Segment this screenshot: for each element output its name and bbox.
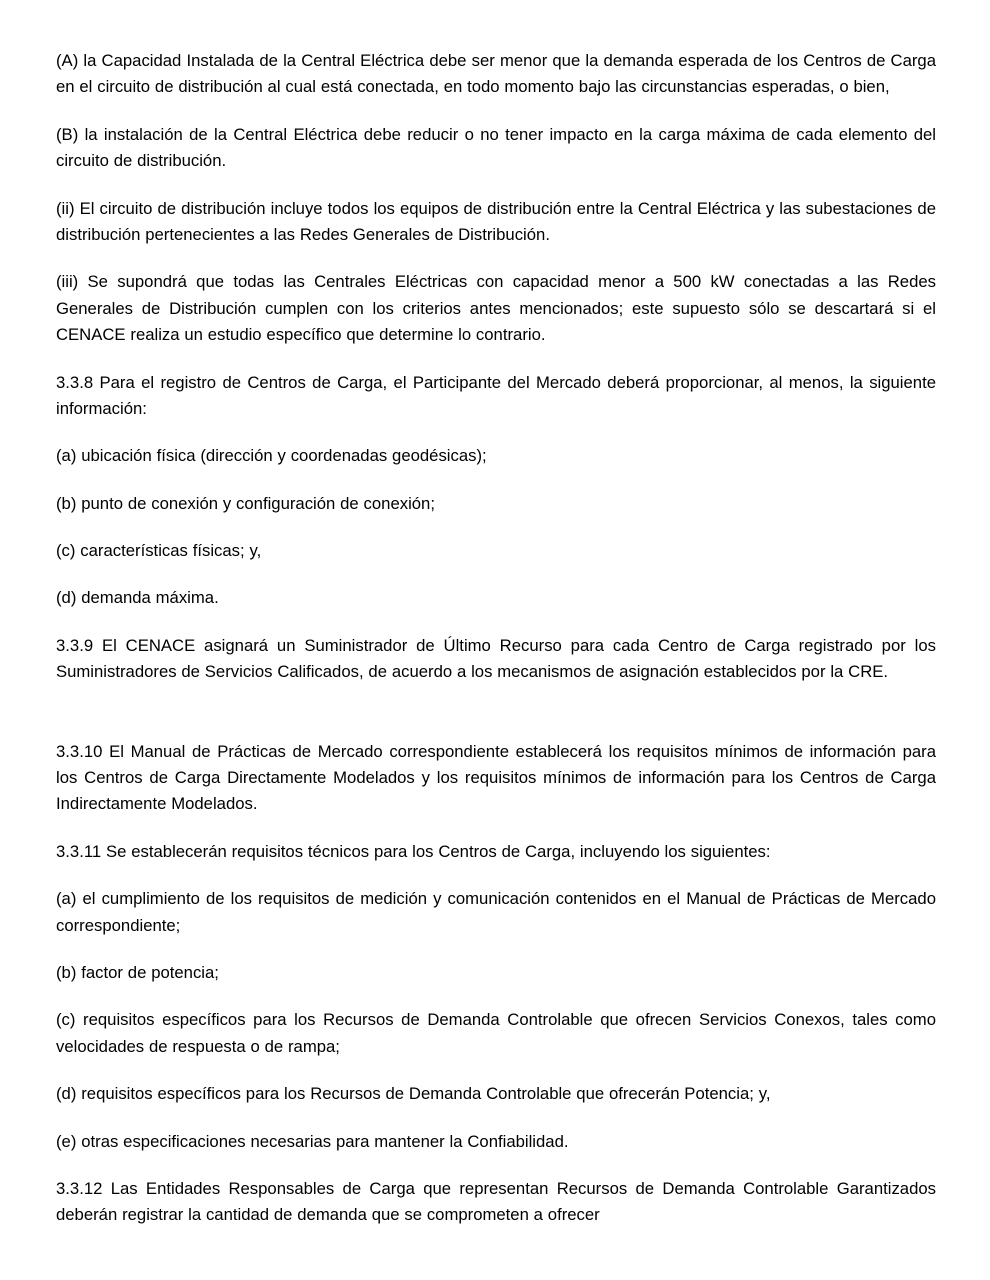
paragraph-clause-B: (B) la instalación de la Central Eléctrica debe reducir o no tener impacto en la carga máxima de cada elemento del circuito de distribución. bbox=[56, 124, 936, 171]
paragraph-section-3-3-12: 3.3.12 Las Entidades Responsables de Carga que representan Recursos de Demanda Controlable Garantizados deberán registrar la cantidad de demanda que se comprometen a ofrecer bbox=[56, 1178, 936, 1225]
paragraph-section-3-3-10: 3.3.10 El Manual de Prácticas de Mercado correspondiente establecerá los requisitos mínimos de información para los Centros de Carga Directamente Modelados y los requisitos mínimos de información para los Centros de Carga Indirectamente Modelados. bbox=[56, 741, 936, 814]
paragraph-section-3-3-11: 3.3.11 Se establecerán requisitos técnicos para los Centros de Carga, incluyendo los siguientes: bbox=[56, 841, 771, 861]
paragraph-3-3-11-item-e: (e) otras especificaciones necesarias para mantener la Confiabilidad. bbox=[56, 1131, 569, 1151]
paragraph-section-3-3-8: 3.3.8 Para el registro de Centros de Carga, el Participante del Mercado deberá proporcionar, al menos, la siguiente información: bbox=[56, 372, 936, 418]
paragraph-3-3-11-item-c: (c) requisitos específicos para los Recursos de Demanda Controlable que ofrecen Servicios Conexos, tales como velocidades de respuesta o de rampa; bbox=[56, 1010, 936, 1056]
paragraph-3-3-8-item-c: (c) características físicas; y, bbox=[56, 541, 262, 561]
paragraph-3-3-11-item-a: (a) el cumplimiento de los requisitos de medición y comunicación contenidos en el Manual de Prácticas de Mercado correspondiente; bbox=[56, 889, 936, 935]
document-text-column bbox=[56, 48, 936, 1229]
paragraph-3-3-8-item-a: (a) ubicación física (dirección y coordenadas geodésicas); bbox=[56, 446, 487, 466]
paragraph-3-3-11-item-b: (b) factor de potencia; bbox=[56, 962, 219, 982]
paragraph-clause-iii: (iii) Se supondrá que todas las Centrales Eléctricas con capacidad menor a 500 kW conectadas a las Redes Generales de Distribución cumplen con los criterios antes mencionados; este supuesto sólo se descartará si el CENACE realiza un estudio específico que determine lo contrario. bbox=[56, 272, 936, 345]
section-spacer bbox=[56, 707, 936, 739]
paragraph-clause-A: (A) la Capacidad Instalada de la Central Eléctrica debe ser menor que la demanda esperada de los Centros de Carga en el circuito de distribución al cual está conectada, en todo momento bajo las circunstancias esperadas, o bien, bbox=[56, 51, 936, 97]
paragraph-3-3-8-item-b: (b) punto de conexión y configuración de conexión; bbox=[56, 493, 435, 513]
paragraph-3-3-8-item-d: (d) demanda máxima. bbox=[56, 588, 219, 608]
paragraph-clause-ii: (ii) El circuito de distribución incluye todos los equipos de distribución entre la Central Eléctrica y las subestaciones de distribución pertenecientes a las Redes Generales de Distribución. bbox=[56, 198, 936, 244]
paragraph-section-3-3-9: 3.3.9 El CENACE asignará un Suministrador de Último Recurso para cada Centro de Carga registrado por los Suministradores de Servicios Calificados, de acuerdo a los mecanismos de asignación establecidos por la CRE. bbox=[56, 635, 936, 682]
paragraph-3-3-11-item-d: (d) requisitos específicos para los Recursos de Demanda Controlable que ofrecerán Potencia; y, bbox=[56, 1084, 771, 1104]
